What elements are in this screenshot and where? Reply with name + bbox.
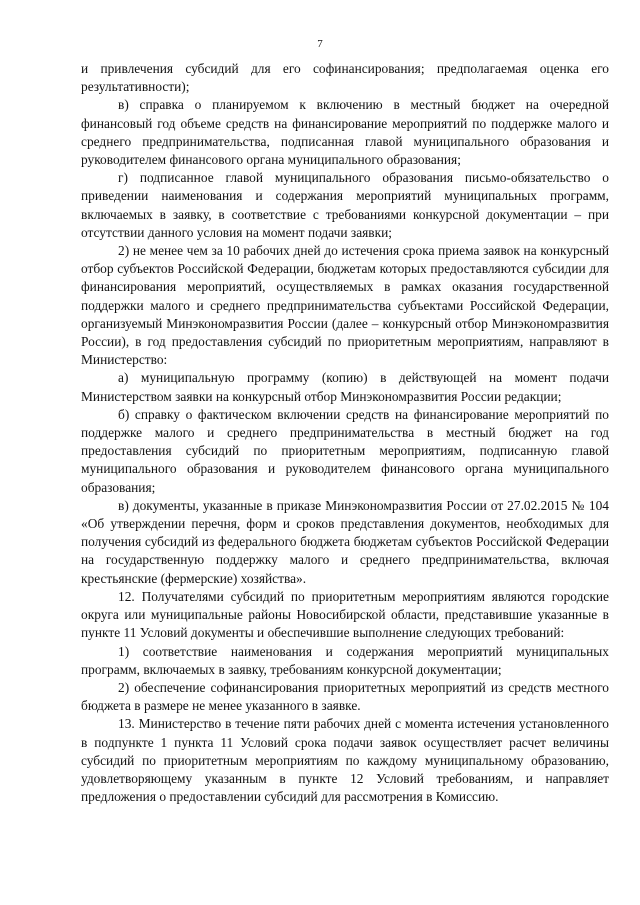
paragraph-item-a: а) муниципальную программу (копию) в действующей на момент подачи Министерством заявки на конкурсный отбор Минэкономразвития России редакции; — [81, 370, 609, 404]
document-body — [81, 60, 609, 806]
paragraph-requirement-1: 1) соответствие наименования и содержания мероприятий муниципальных программ, включаемых в заявку, требованиям конкурсной документации; — [81, 643, 609, 677]
paragraph-item-2: 2) не менее чем за 10 рабочих дней до истечения срока приема заявок на конкурсный отбор субъектов Российской Федерации, бюджетам которых предоставляются субсидии для финансирования мероприятий, осуществляемых в рамках оказания государственной поддержки малого и среднего предпринимательства субъектами Российской Федерации, организуемый Минэкономразвития России (далее – конкурсный отбор Минэкономразвития России), в год предоставления субсидий по приоритетным мероприятиям, направляют в Министерство: — [81, 243, 609, 368]
paragraph-continuation: и привлечения субсидий для его софинансирования; предполагаемая оценка его результативности); — [81, 61, 609, 95]
paragraph-item-v: в) справка о планируемом к включению в местный бюджет на очередной финансовый год объеме средств на финансирование мероприятий по поддержке малого и среднего предпринимательства, подписанная главой муниципального образования и руководителем финансового органа муниципального образования; — [81, 97, 609, 168]
paragraph-item-b: б) справку о фактическом включении средств на финансирование мероприятий по поддержке малого и среднего предпринимательства в местный бюджет на год предоставления субсидий по приоритетным мероприятиям, подписанную главой муниципального образования и руководителем финансового органа муниципального образования; — [81, 406, 609, 495]
paragraph-requirement-2: 2) обеспечение софинансирования приоритетных мероприятий из средств местного бюджета в размере не менее указанного в заявке. — [81, 679, 609, 714]
page-number: 7 — [317, 38, 323, 50]
paragraph-clause-13: 13. Министерство в течение пяти рабочих дней с момента истечения установленного в подпункте 1 пункта 11 Условий срока подачи заявок осуществляет расчет величины субсидий по приоритетным мероприятиям по каждому муниципальному образованию, удовлетворяющему указанным в пункте 12 Условий требованиям, и направляет предложения о предоставлении субсидий для рассмотрения в Комиссию. — [81, 716, 609, 805]
paragraph-item-v-documents: в) документы, указанные в приказе Минэкономразвития России от 27.02.2015 № 104 «Об утверждении перечня, форм и сроков представления документов, необходимых для получения субсидий из федерального бюджета бюджетам субъектов Российской Федерации на государственную поддержку малого и среднего предпринимательства, включая крестьянские (фермерские) хозяйства». — [81, 497, 609, 586]
paragraph-clause-12: 12. Получателями субсидий по приоритетным мероприятиям являются городские округа или муниципальные районы Новосибирской области, представившие указанные в пункте 11 Условий документы и обеспечившие выполнение следующих требований: — [81, 588, 609, 641]
paragraph-item-g: г) подписанное главой муниципального образования письмо-обязательство о приведении наименования и содержания мероприятий муниципальных программ, включаемых в заявку, в соответствие с требованиями конкурсной документации – при отсутствии данного условия на момент подачи заявки; — [81, 170, 609, 240]
